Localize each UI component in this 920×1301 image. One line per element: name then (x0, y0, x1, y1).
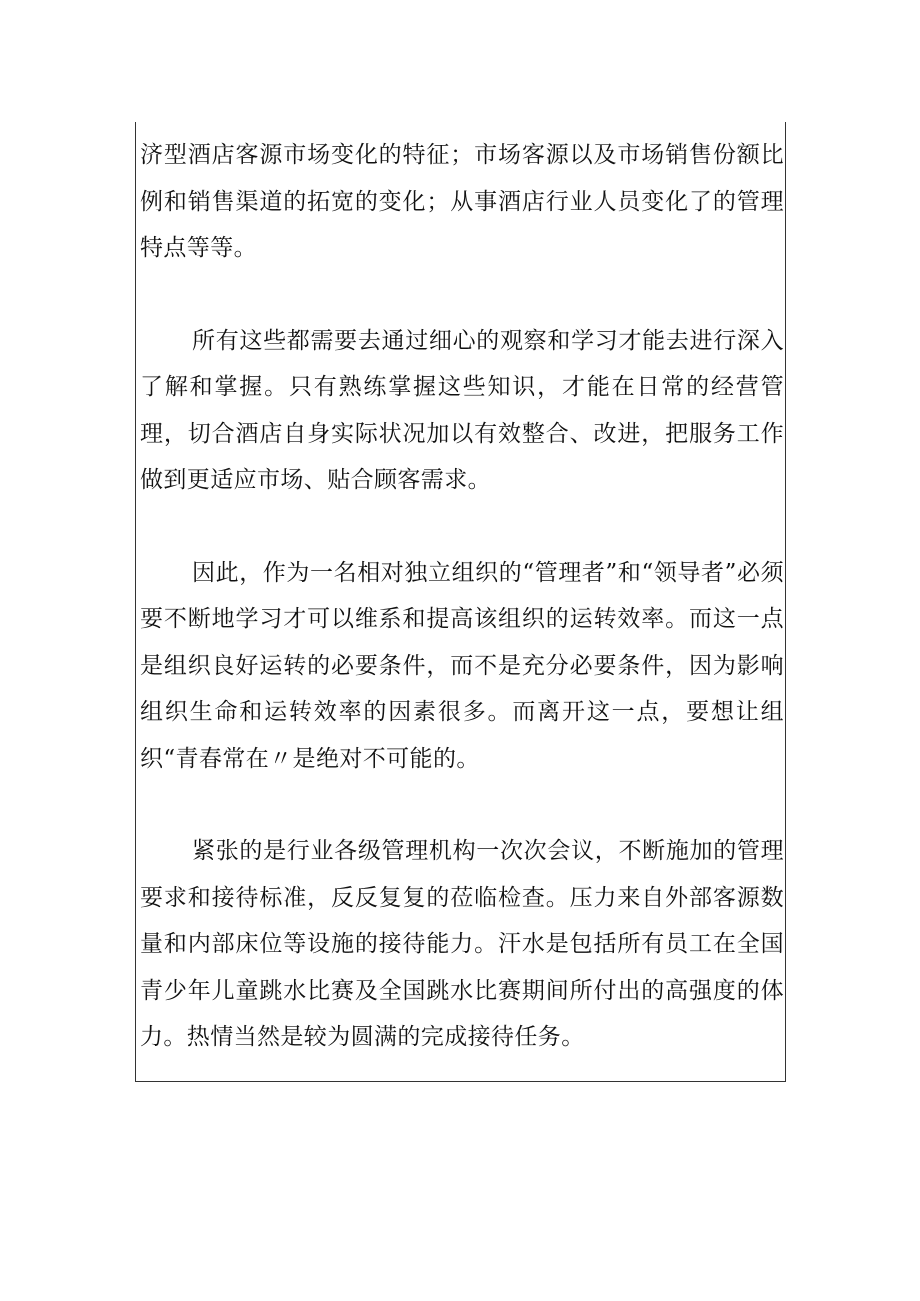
document-body (140, 132, 784, 1061)
paragraph-spacer (140, 272, 784, 318)
paragraph-1: 济型酒店客源市场变化的特征；市场客源以及市场销售份额比例和销售渠道的拓宽的变化；从事酒店行业人员变化了的管理特点等等。 (140, 142, 784, 261)
paragraph-4: 紧张的是行业各级管理机构一次次会议，不断施加的管理要求和接待标准，反反复复的莅临检查。压力来自外部客源数量和内部床位等设施的接待能力。汗水是包括所有员工在全国青少年儿童跳水比赛及全国跳水比赛期间所付出的高强度的体力。热情当然是较为圆满的完成接待任务。 (140, 838, 784, 1050)
paragraph-3: 因此，作为一名相对独立组织的“管理者”和“领导者”必须要不断地学习才可以维系和提高该组织的运转效率。而这一点是组织良好运转的必要条件，而不是充分必要条件，因为影响组织生命和运转效率的因素很多。而离开这一点，要想让组织“青春常在〃是绝对不可能的。 (140, 559, 784, 772)
paragraph-spacer (140, 782, 784, 828)
table-cell-frame (135, 122, 786, 1082)
paragraph-spacer (140, 504, 784, 550)
paragraph-2: 所有这些都需要去通过细心的观察和学习才能去进行深入了解和掌握。只有熟练掌握这些知识，才能在日常的经营管理，切合酒店自身实际状况加以有效整合、改进，把服务工作做到更适应市场、贴合顾客需求。 (140, 327, 784, 493)
